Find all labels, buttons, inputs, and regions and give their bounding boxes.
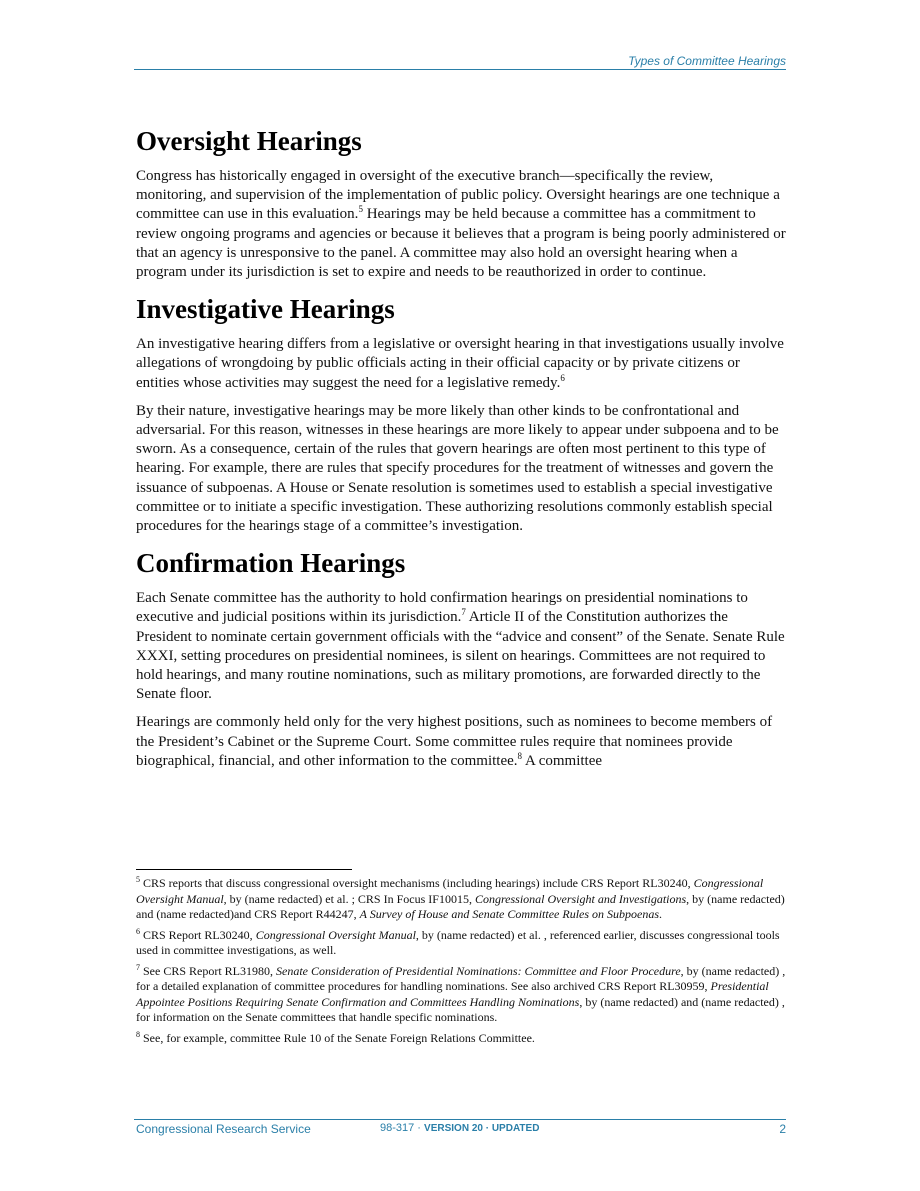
- footer-rule: [134, 1119, 786, 1120]
- section-heading: Oversight Hearings: [136, 126, 362, 156]
- footer-report-id: 98-317 · VERSION 20 · UPDATED: [380, 1122, 540, 1134]
- section-confirmation: [136, 546, 786, 771]
- footnote-7: $^7$ See CRS Report RL31980, Senate Consideration of Presidential Nominations: Committee and Floor Procedure, by (name redacted) , for a detailed explanation of committee procedures for handling nominations. See also archived CRS Report RL30959, Presidential Appointee Positions Requiring Senate Confirmation and Committees Handling Nominations, by (name redacted) and (name redacted) , for information on the Senate committees that handle specific nominations.: [136, 962, 786, 1024]
- running-header: Types of Committee Hearings: [628, 54, 786, 68]
- footnote-5: $^5$ CRS reports that discuss congressional oversight mechanisms (including hearings) include CRS Report RL30240, Congressional Oversight Manual, by (name redacted) et al. ; CRS In Focus IF10015, Congressional Oversight and Investigations, by (name redacted) and (name redacted)and CRS Report R44247, A Survey of House and Senate Committee Rules on Subpoenas.: [136, 875, 785, 921]
- paragraph: Each Senate committee has the authority to hold confirmation hearings on presidential nominations to executive and judicial positions within its jurisdiction.$^7$ Article II of the Constitution authorizes the President to nominate certain government officials with the “advice and consent” of the Senate. Senate Rule XXXI, setting procedures on presidential nominees, is silent on hearings. Committees are not required to hold hearings, and many routine nominations, such as military promotions, are forwarded directly to the Senate floor.: [136, 590, 785, 703]
- paragraph: An investigative hearing differs from a legislative or oversight hearing in that investigations usually involve allegations of wrongdoing by public officials acting in their official capacity or by private citizens or entities whose activities may suggest the need for a legislative remedy.$^6$: [136, 336, 784, 391]
- paragraph: Congress has historically engaged in oversight of the executive branch—specifically the review, monitoring, and supervision of the implementation of public policy. Oversight hearings are one technique a committee can use in this evaluation.$^5$ Hearings may be held because a committee has a commitment to review ongoing programs and agencies or because it believes that a program is being poorly administered or that an agency is unresponsive to the panel. A committee may also hold an oversight hearing when a program under its jurisdiction is set to expire and needs to be reauthorized in order to continue.: [136, 168, 786, 281]
- footer-organization: Congressional Research Service: [136, 1122, 311, 1136]
- section-oversight: [136, 124, 786, 282]
- paragraph: By their nature, investigative hearings may be more likely than other kinds to be confrontational and adversarial. For this reason, witnesses in these hearings are more likely to appear under subpoena and to be sworn. As a consequence, certain of the rules that govern hearings are often most pertinent to this type of hearing. For example, there are rules that specify procedures for the treatment of witnesses and govern the issuance of subpoenas. A House or Senate resolution is sometimes used to establish a special investigative committee or to initiate a specific investigation. These authorizing resolutions commonly establish special procedures for the hearings stage of a committee’s investigation.: [136, 402, 779, 535]
- body-content: [136, 124, 786, 781]
- page-number: 2: [779, 1122, 786, 1136]
- footnote-8: $^8$ See, for example, committee Rule 10 of the Senate Foreign Relations Committee.: [136, 1029, 535, 1045]
- footnote-ref: 8: [517, 750, 523, 761]
- footnote-separator: [136, 869, 352, 870]
- header-rule: [134, 69, 786, 70]
- footnote-ref: 5: [358, 204, 363, 215]
- footnote-6: $^6$ CRS Report RL30240, Congressional Oversight Manual, by (name redacted) et al. , referenced earlier, discusses congressional tools used in committee investigations, as well.: [136, 926, 780, 957]
- footer-version: VERSION 20 · UPDATED: [424, 1123, 540, 1134]
- footnotes: [136, 876, 786, 1051]
- section-investigative: [136, 292, 786, 536]
- footnote-ref: 7: [461, 607, 466, 618]
- paragraph: Hearings are commonly held only for the very highest positions, such as nominees to become members of the President’s Cabinet or the Supreme Court. Some committee rules require that nominees provide biographical, financial, and other information to the committee.$^8$ A committee: [136, 714, 773, 769]
- section-heading: Confirmation Hearings: [136, 548, 406, 579]
- page-footer: [136, 1122, 786, 1138]
- section-heading: Investigative Hearings: [136, 294, 395, 325]
- footnote-ref: 6: [560, 372, 565, 383]
